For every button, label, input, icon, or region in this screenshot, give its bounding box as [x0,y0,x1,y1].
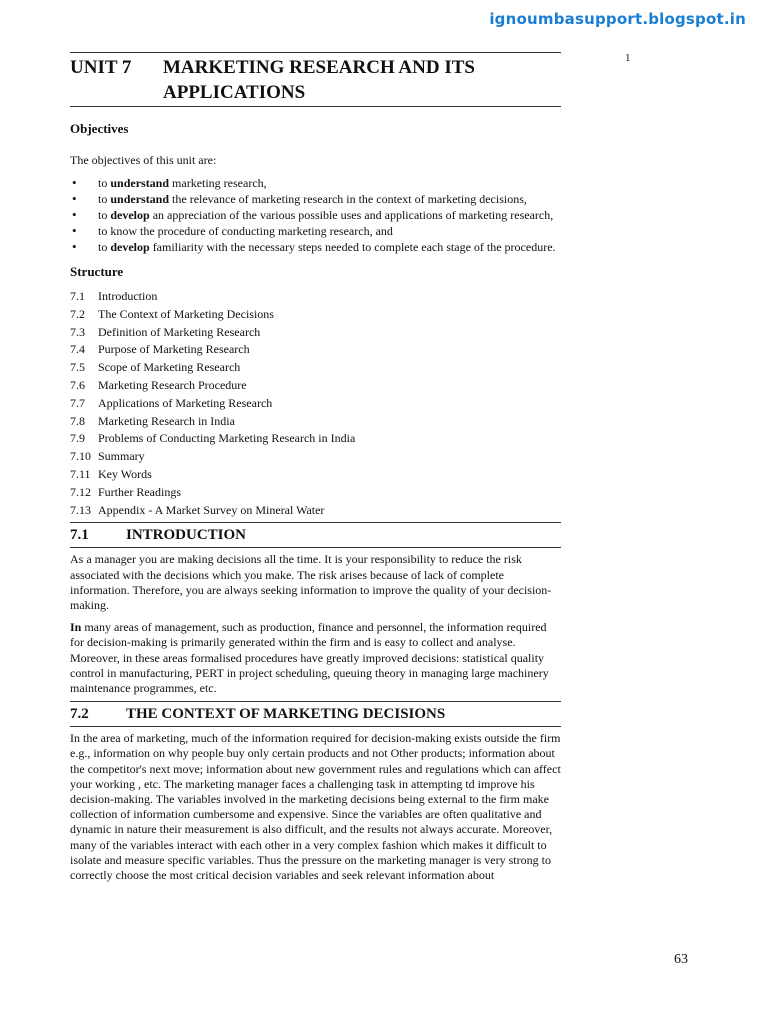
structure-item [70,324,561,342]
objective-item [70,191,561,207]
unit-title [70,52,561,107]
objectives-intro: The objectives of this unit are: [70,153,217,167]
structure-item [70,288,561,306]
page-number: 63 [674,952,688,967]
structure-title: Summary [98,449,145,464]
structure-item [70,359,561,377]
objective-rest: an appreciation of the various possible uses and applications of marketing research, [149,208,554,222]
structure-num: 7.1 [70,289,85,303]
structure-item [70,413,561,431]
objectives-list [70,175,561,255]
structure-title: Purpose of Marketing Research [98,342,250,357]
structure-title: Problems of Conducting Marketing Research in India [98,431,356,446]
structure-num: 7.13 [70,502,91,517]
structure-title: Further Readings [98,484,181,499]
objective-prefix: to [98,192,111,206]
structure-item [70,306,561,324]
paragraph-rest: many areas of management, such as production, finance and personnel, the information required for decision-making is primarily generated within the firm and is easy to collect and analyse. Moreover, in these areas formalised procedures have greatly improved decisions: statistical quality control in manufacturing, PERT in project scheduling, queuing theory in managing large machinery maintenance programmes, etc. [70,620,549,695]
page-content [70,52,561,883]
structure-title: Marketing Research Procedure [98,377,247,392]
paragraph-lead: In [70,620,82,635]
structure-item [70,502,561,520]
structure-num: 7.6 [70,377,85,392]
watermark-url: ignoumbasupport.blogspot.in [489,10,746,28]
structure-num: 7.5 [70,360,85,375]
structure-num: 7.11 [70,466,91,481]
structure-item [70,377,561,395]
structure-num: 7.10 [70,449,91,464]
structure-title: Definition of Marketing Research [98,324,261,339]
structure-item [70,448,561,466]
structure-item [70,430,561,448]
page-mark: 1 [625,52,631,64]
structure-item [70,484,561,502]
structure-heading: Structure [70,264,124,279]
structure-num: 7.8 [70,413,85,428]
objective-prefix: to [98,208,111,222]
structure-title: Appendix - A Market Survey on Mineral Water [98,502,325,517]
objective-rest: marketing research, [169,176,267,190]
structure-title: Introduction [98,289,158,303]
structure-num: 7.3 [70,324,85,339]
structure-title: Marketing Research in India [98,413,235,428]
section-heading-context [70,701,561,727]
section-title: INTRODUCTION [126,527,247,544]
structure-item [70,466,561,484]
objective-keyword: understand [110,192,170,206]
structure-num: 7.4 [70,342,85,357]
objectives-heading: Objectives [70,121,129,136]
objective-item [70,175,561,191]
objective-keyword: develop [110,240,150,254]
section-title: THE CONTEXT OF MARKETING DECISIONS [126,706,446,723]
structure-item [70,341,561,359]
intro-paragraph-2 [70,620,561,696]
objective-rest: the relevance of marketing research in the context of marketing decisions, [169,192,527,206]
objective-keyword: develop [110,208,150,222]
structure-title: Scope of Marketing Research [98,360,241,375]
structure-list [70,288,561,519]
section-heading-introduction [70,522,561,548]
structure-num: 7.12 [70,484,91,499]
structure-num: 7.7 [70,395,85,410]
objective-prefix: to know the procedure of conducting marketing research, and [98,224,393,238]
objective-item [70,239,561,255]
unit-label: UNIT 7 [70,57,132,78]
unit-title-text: MARKETING RESEARCH AND ITS APPLICATIONS [163,57,475,103]
objective-prefix: to [98,176,111,190]
structure-title: Key Words [98,466,152,481]
objective-rest: familiarity with the necessary steps needed to complete each stage of the procedure. [149,240,556,254]
structure-title: The Context of Marketing Decisions [98,306,274,321]
structure-num: 7.9 [70,431,85,446]
structure-title: Applications of Marketing Research [98,395,273,410]
structure-num: 7.2 [70,306,85,321]
section-number: 7.2 [70,706,89,723]
section-number: 7.1 [70,527,89,544]
context-paragraph-1: In the area of marketing, much of the information required for decision-making exists outside the firm e.g., information on why people buy only certain products and not Other products; information about the competitor's next move; information about new government rules and regulations which can affect your working , etc. The marketing manager faces a challenging task in attempting td improve his decision-making. The variables involved in the marketing decisions being external to the firm make collection of information cumbersome and expensive. Since the variables are often qualitative and dynamic in nature their measurement is also difficult, and the results not always accurate. Moreover, many of the variables interact with each other in a very complex fashion which makes it difficult to isolate and measure specific variables. Thus the pressure on the marketing manager is very strong to correctly choose the most critical decision variables and seek relevant information about [70,731,561,883]
intro-paragraph-1: As a manager you are making decisions all the time. It is your responsibility to reduce the risk associated with the decisions which you make. The risk arises because of lack of complete information. Therefore, you are always seeking information to improve the quality of your decision-making. [70,552,552,612]
objective-keyword: understand [110,176,170,190]
objective-item [70,207,561,223]
objective-item [70,223,561,239]
structure-item [70,395,561,413]
objective-prefix: to [98,240,111,254]
